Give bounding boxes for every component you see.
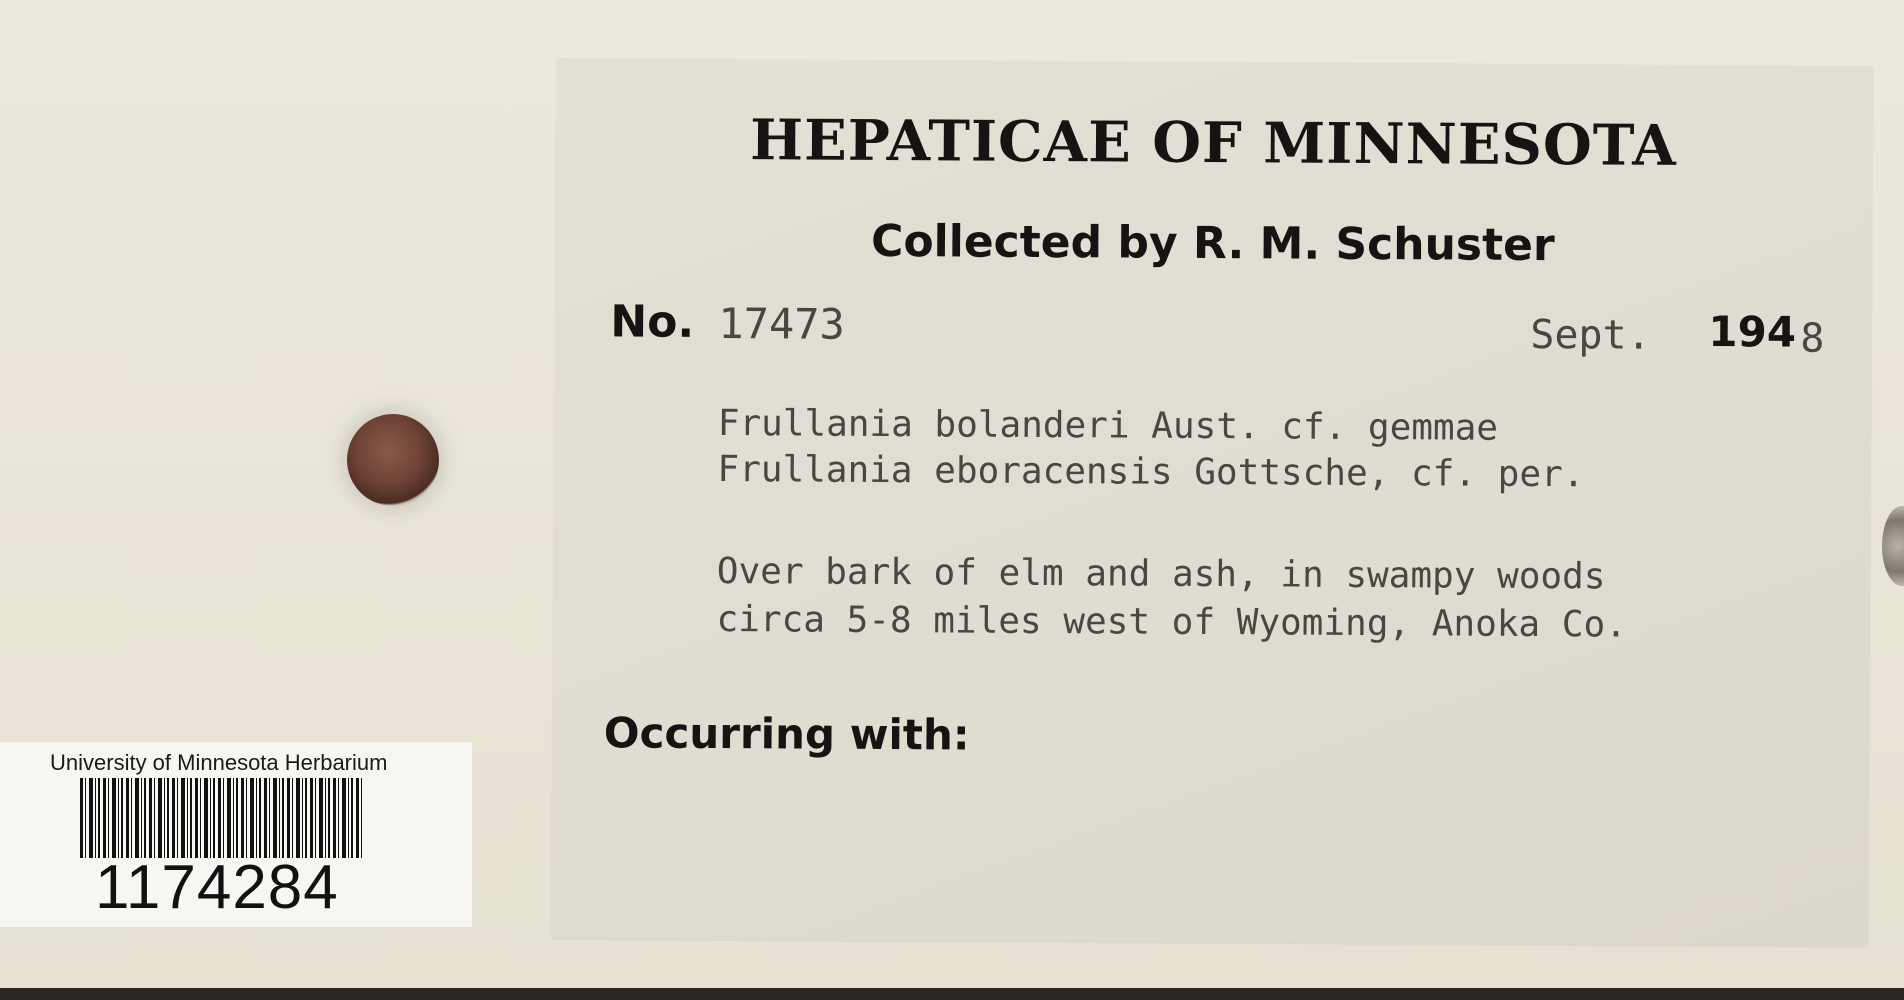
specimen-label [551,58,1872,946]
species-line: Frullania eboracensis Gottsche, cf. per. [717,448,1585,496]
barcode-label [0,742,472,927]
locality-line: Over bark of elm and ash, in swampy woods [716,550,1606,598]
bottom-edge [0,988,1904,1000]
locality-line: circa 5-8 miles west of Wyoming, Anoka Co. [716,598,1627,646]
number-label: No. [610,296,695,348]
barcode-number: 1174284 [95,853,339,922]
label-heading: HEPATICAE OF MINNESOTA [749,107,1677,179]
species-line: Frullania bolanderi Aust. cf. gemmae [717,402,1499,449]
mounting-rivet [347,414,439,506]
collection-year-printed: 194 [1708,307,1797,357]
collection-year-typed: 8 [1800,315,1825,362]
barcode-icon [80,778,362,858]
barcode-institution: University of Minnesota Herbarium [50,750,388,775]
collector-line: Collected by R. M. Schuster [870,215,1555,272]
collection-month: Sept. [1530,311,1651,359]
occurring-with-label: Occurring with: [603,708,970,760]
specimen-number: 17473 [718,298,845,349]
